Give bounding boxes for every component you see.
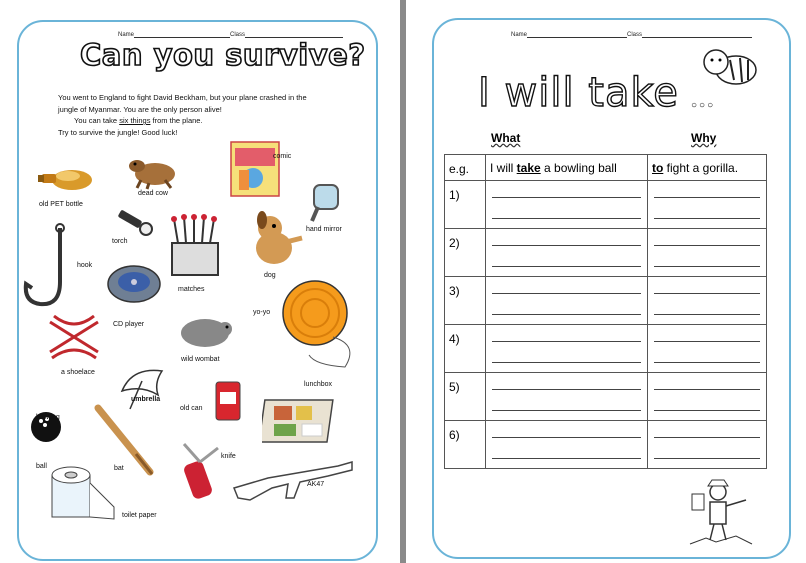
dead-cow-image: [125, 150, 179, 190]
cd-player-image: [105, 262, 163, 306]
answer-row: [445, 229, 767, 277]
example-why: to fight a gorilla.: [648, 155, 767, 181]
row-number: 1): [445, 181, 486, 229]
yo-yo-image: [275, 275, 363, 371]
what-answer[interactable]: [486, 421, 648, 469]
ak47-image: [228, 452, 356, 510]
answer-row: [445, 421, 767, 469]
example-label: e.g.: [445, 155, 486, 181]
shoelace-image: [44, 312, 104, 362]
label-toilet-paper: toilet paper: [122, 512, 157, 519]
intro-text: [58, 92, 358, 138]
label-hook: hook: [77, 262, 93, 269]
label-torch: torch: [112, 238, 128, 245]
wombat-image: [175, 313, 233, 349]
hand-mirror-image: [308, 183, 342, 223]
label-old-pet-bottle: old PET bottle: [39, 201, 83, 208]
what-answer[interactable]: [486, 277, 648, 325]
pet-bottle-image: [38, 160, 96, 194]
label-old-can: old can: [180, 405, 203, 412]
page-title: I will take: [478, 70, 679, 116]
label-wild-wombat: wild wombat: [181, 356, 220, 363]
answer-row: [445, 181, 767, 229]
answer-row: [445, 373, 767, 421]
why-answer[interactable]: [648, 421, 767, 469]
title-dots: ○○○: [691, 100, 716, 111]
row-number: 3): [445, 277, 486, 325]
why-answer[interactable]: [648, 277, 767, 325]
label-ak47: AK47: [307, 481, 325, 488]
name-label: Name: [511, 32, 528, 38]
example-row: [445, 155, 767, 181]
column-header-what: What: [491, 131, 521, 145]
torch-image: [116, 207, 156, 237]
why-answer[interactable]: [648, 373, 767, 421]
dog-image: [248, 210, 304, 268]
intro-line: You went to England to fight David Beckham, but your plane crashed in the: [58, 93, 307, 102]
name-class-line: [511, 32, 752, 38]
example-what: I will take a bowling ball: [486, 155, 648, 181]
label-comic: comic: [273, 153, 292, 160]
label-shoelace: a shoelace: [61, 369, 95, 376]
why-answer[interactable]: [648, 229, 767, 277]
tiger-image: [700, 40, 760, 90]
label-umbrella: umbrella: [131, 396, 161, 403]
what-answer[interactable]: [486, 373, 648, 421]
row-number: 2): [445, 229, 486, 277]
label-bat: bat: [114, 465, 124, 472]
intro-line: You can take six things from the plane.: [74, 116, 203, 125]
what-answer[interactable]: [486, 325, 648, 373]
lunchbox-image: [262, 392, 340, 450]
label-yo-yo: yo-yo: [253, 309, 271, 316]
label-dead-cow: dead cow: [138, 190, 168, 197]
class-label: Class: [627, 32, 643, 38]
left-worksheet-page: [0, 0, 400, 563]
matches-image: [168, 213, 226, 281]
intro-line: Try to survive the jungle! Good luck!: [58, 127, 178, 137]
answer-table: [444, 154, 767, 469]
label-cd-player: CD player: [113, 321, 145, 328]
hook-image: [18, 222, 76, 312]
comic-image: [229, 140, 281, 198]
explorer-image: [686, 474, 760, 554]
name-label: Name: [118, 32, 135, 38]
label-knife: knife: [221, 453, 236, 460]
what-answer[interactable]: [486, 181, 648, 229]
toilet-paper-image: [44, 463, 118, 525]
what-answer[interactable]: [486, 229, 648, 277]
why-answer[interactable]: [648, 325, 767, 373]
label-matches: matches: [178, 286, 205, 293]
row-number: 4): [445, 325, 486, 373]
label-hand-mirror: hand mirror: [306, 226, 342, 233]
column-header-why: Why: [691, 131, 717, 145]
label-lunchbox: lunchbox: [304, 381, 333, 388]
label-dog: dog: [264, 272, 276, 279]
intro-line: jungle of Myanmar. You are the only person alive!: [58, 104, 222, 114]
class-label: Class: [230, 32, 246, 38]
answer-row: [445, 325, 767, 373]
answer-row: [445, 277, 767, 325]
right-worksheet-page: [406, 0, 806, 563]
six-things-emphasis: six things: [119, 116, 151, 125]
knife-image: [170, 440, 228, 500]
example-take: take: [516, 161, 541, 175]
row-number: 5): [445, 373, 486, 421]
label-bowling-ball: bowling ball: [36, 414, 60, 470]
page-title: Can you survive?: [80, 38, 366, 72]
example-to: to: [652, 161, 664, 175]
row-number: 6): [445, 421, 486, 469]
why-answer[interactable]: [648, 181, 767, 229]
old-can-image: [214, 378, 242, 422]
